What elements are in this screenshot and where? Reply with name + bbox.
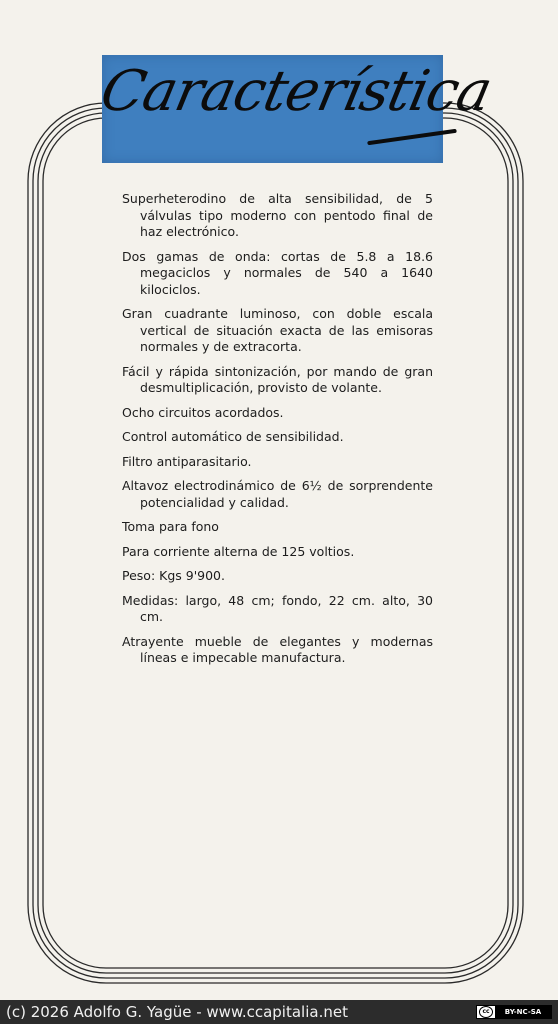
credit-footer — [0, 1000, 558, 1024]
feature-item: Peso: Kgs 9'900. — [122, 568, 225, 583]
credit-text: (c) 2026 Adolfo G. Yagüe - www.ccapitalia.net — [6, 1003, 348, 1021]
feature-item: Ocho circuitos acordados. — [122, 404, 284, 420]
feature-item: Medidas: largo, 48 cm; fondo, 22 cm. alto, 30 cm. — [122, 592, 433, 624]
feature-item: Para corriente alterna de 125 voltios. — [122, 543, 355, 559]
feature-item: Gran cuadrante luminoso, con doble escala vertical de situación exacta de las emisoras normales y de extracorta. — [122, 306, 433, 354]
feature-item: Dos gamas de onda: cortas de 5.8 a 18.6 megaciclos y normales de 540 a 1640 kilociclos. — [122, 248, 433, 297]
cc-icon: cc — [479, 1006, 493, 1018]
title-banner — [95, 55, 497, 163]
feature-item: Superheterodino de alta sensibilidad, de 5 válvulas tipo moderno con pentodo final de haz electrónico. — [122, 191, 433, 239]
license-badge[interactable] — [476, 1005, 552, 1019]
feature-item: Toma para fono — [122, 519, 219, 534]
page-title: Característica — [95, 59, 497, 124]
feature-item: Fácil y rápida sintonización, por mando de gran desmultiplicación, provisto de volante. — [122, 363, 433, 395]
feature-item: Filtro antiparasitario. — [122, 453, 252, 469]
features-list — [122, 191, 433, 675]
feature-item: Altavoz electrodinámico de 6½ de sorprendente potencialidad y calidad. — [122, 478, 433, 510]
license-label: BY-NC-SA — [495, 1006, 551, 1018]
feature-item: Control automático de sensibilidad. — [122, 429, 344, 444]
feature-item: Atrayente mueble de elegantes y modernas líneas e impecable manufactura. — [122, 633, 433, 665]
